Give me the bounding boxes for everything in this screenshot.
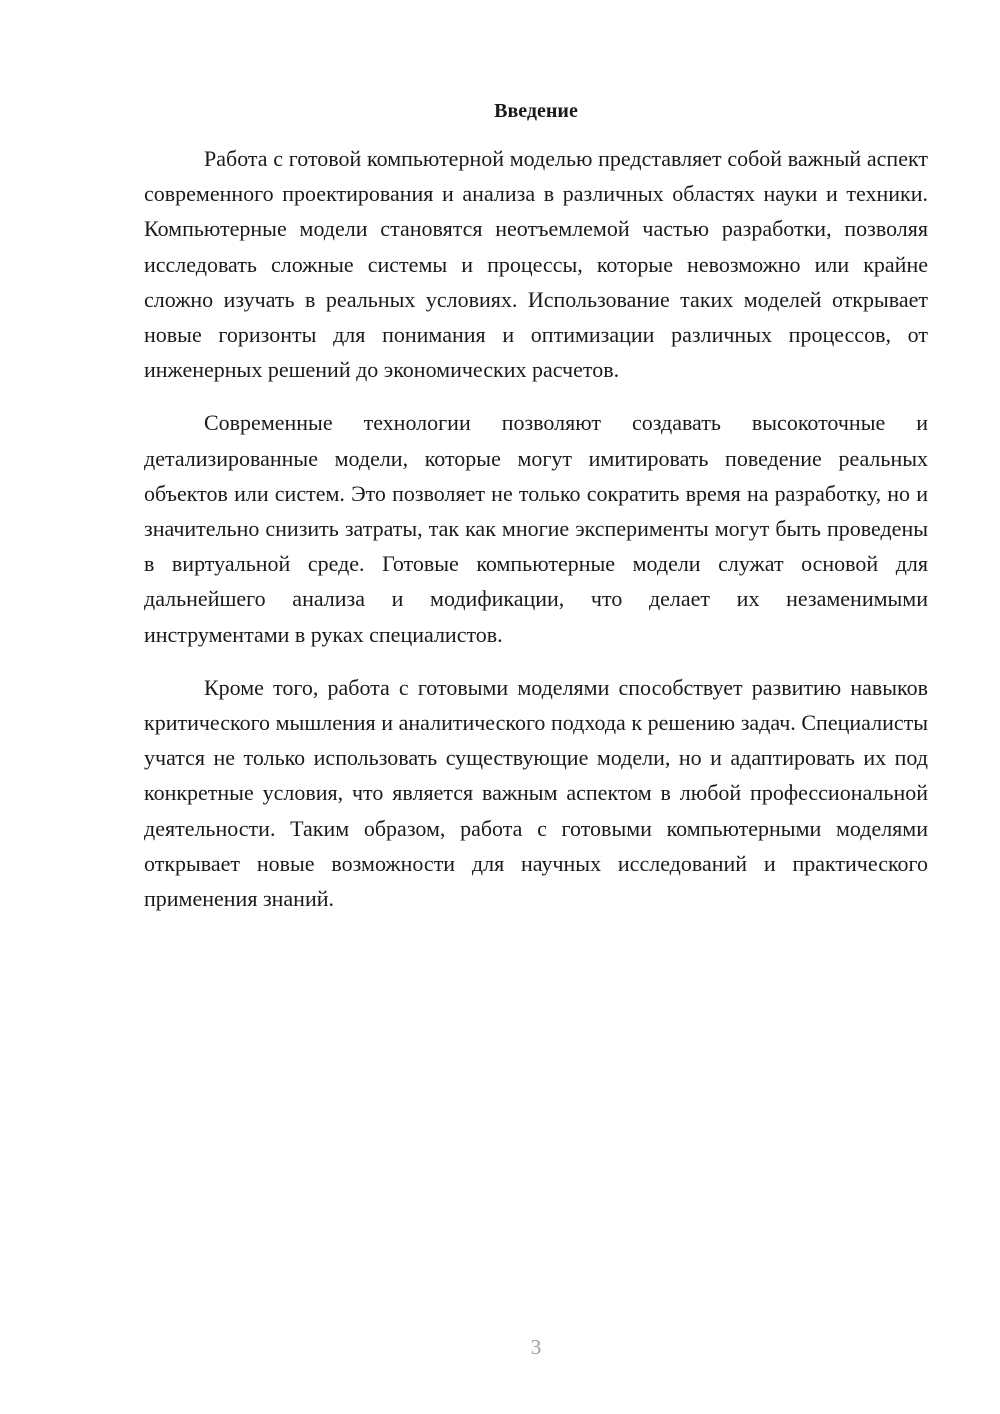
page-number: 3 [530, 1335, 542, 1359]
section-heading: Введение [494, 100, 578, 122]
paragraph-1: Работа с готовой компьютерной моделью представляет собой важный аспект современного проектирования и анализа в различных областях науки и техники. Компьютерные модели становятся неотъемлемой частью разработки, позволяя исследовать сложные системы и процессы, которые невозможно или крайне сложно изучать в реальных условиях. Использование таких моделей открывает новые горизонты для понимания и оптимизации различных процессов, от инженерных решений до экономических расчетов. [144, 146, 928, 383]
body-text [144, 141, 928, 934]
paragraph-3: Кроме того, работа с готовыми моделями способствует развитию навыков критического мышления и аналитического подхода к решению задач. Специалисты учатся не только использовать существующие модели, но и адаптировать их под конкретные условия, что является важным аспектом в любой профессиональной деятельности. Таким образом, работа с готовыми компьютерными моделями открывает новые возможности для научных исследований и практического применения знаний. [144, 674, 928, 912]
paragraph-2: Современные технологии позволяют создавать высокоточные и детализированные модели, которые могут имитировать поведение реальных объектов или систем. Это позволяет не только сократить время на разработку, но и значительно снизить затраты, так как многие эксперименты могут быть проведены в виртуальной среде. Готовые компьютерные модели служат основой для дальнейшего анализа и модификации, что делает их незаменимыми инструментами в руках специалистов. [144, 410, 928, 647]
